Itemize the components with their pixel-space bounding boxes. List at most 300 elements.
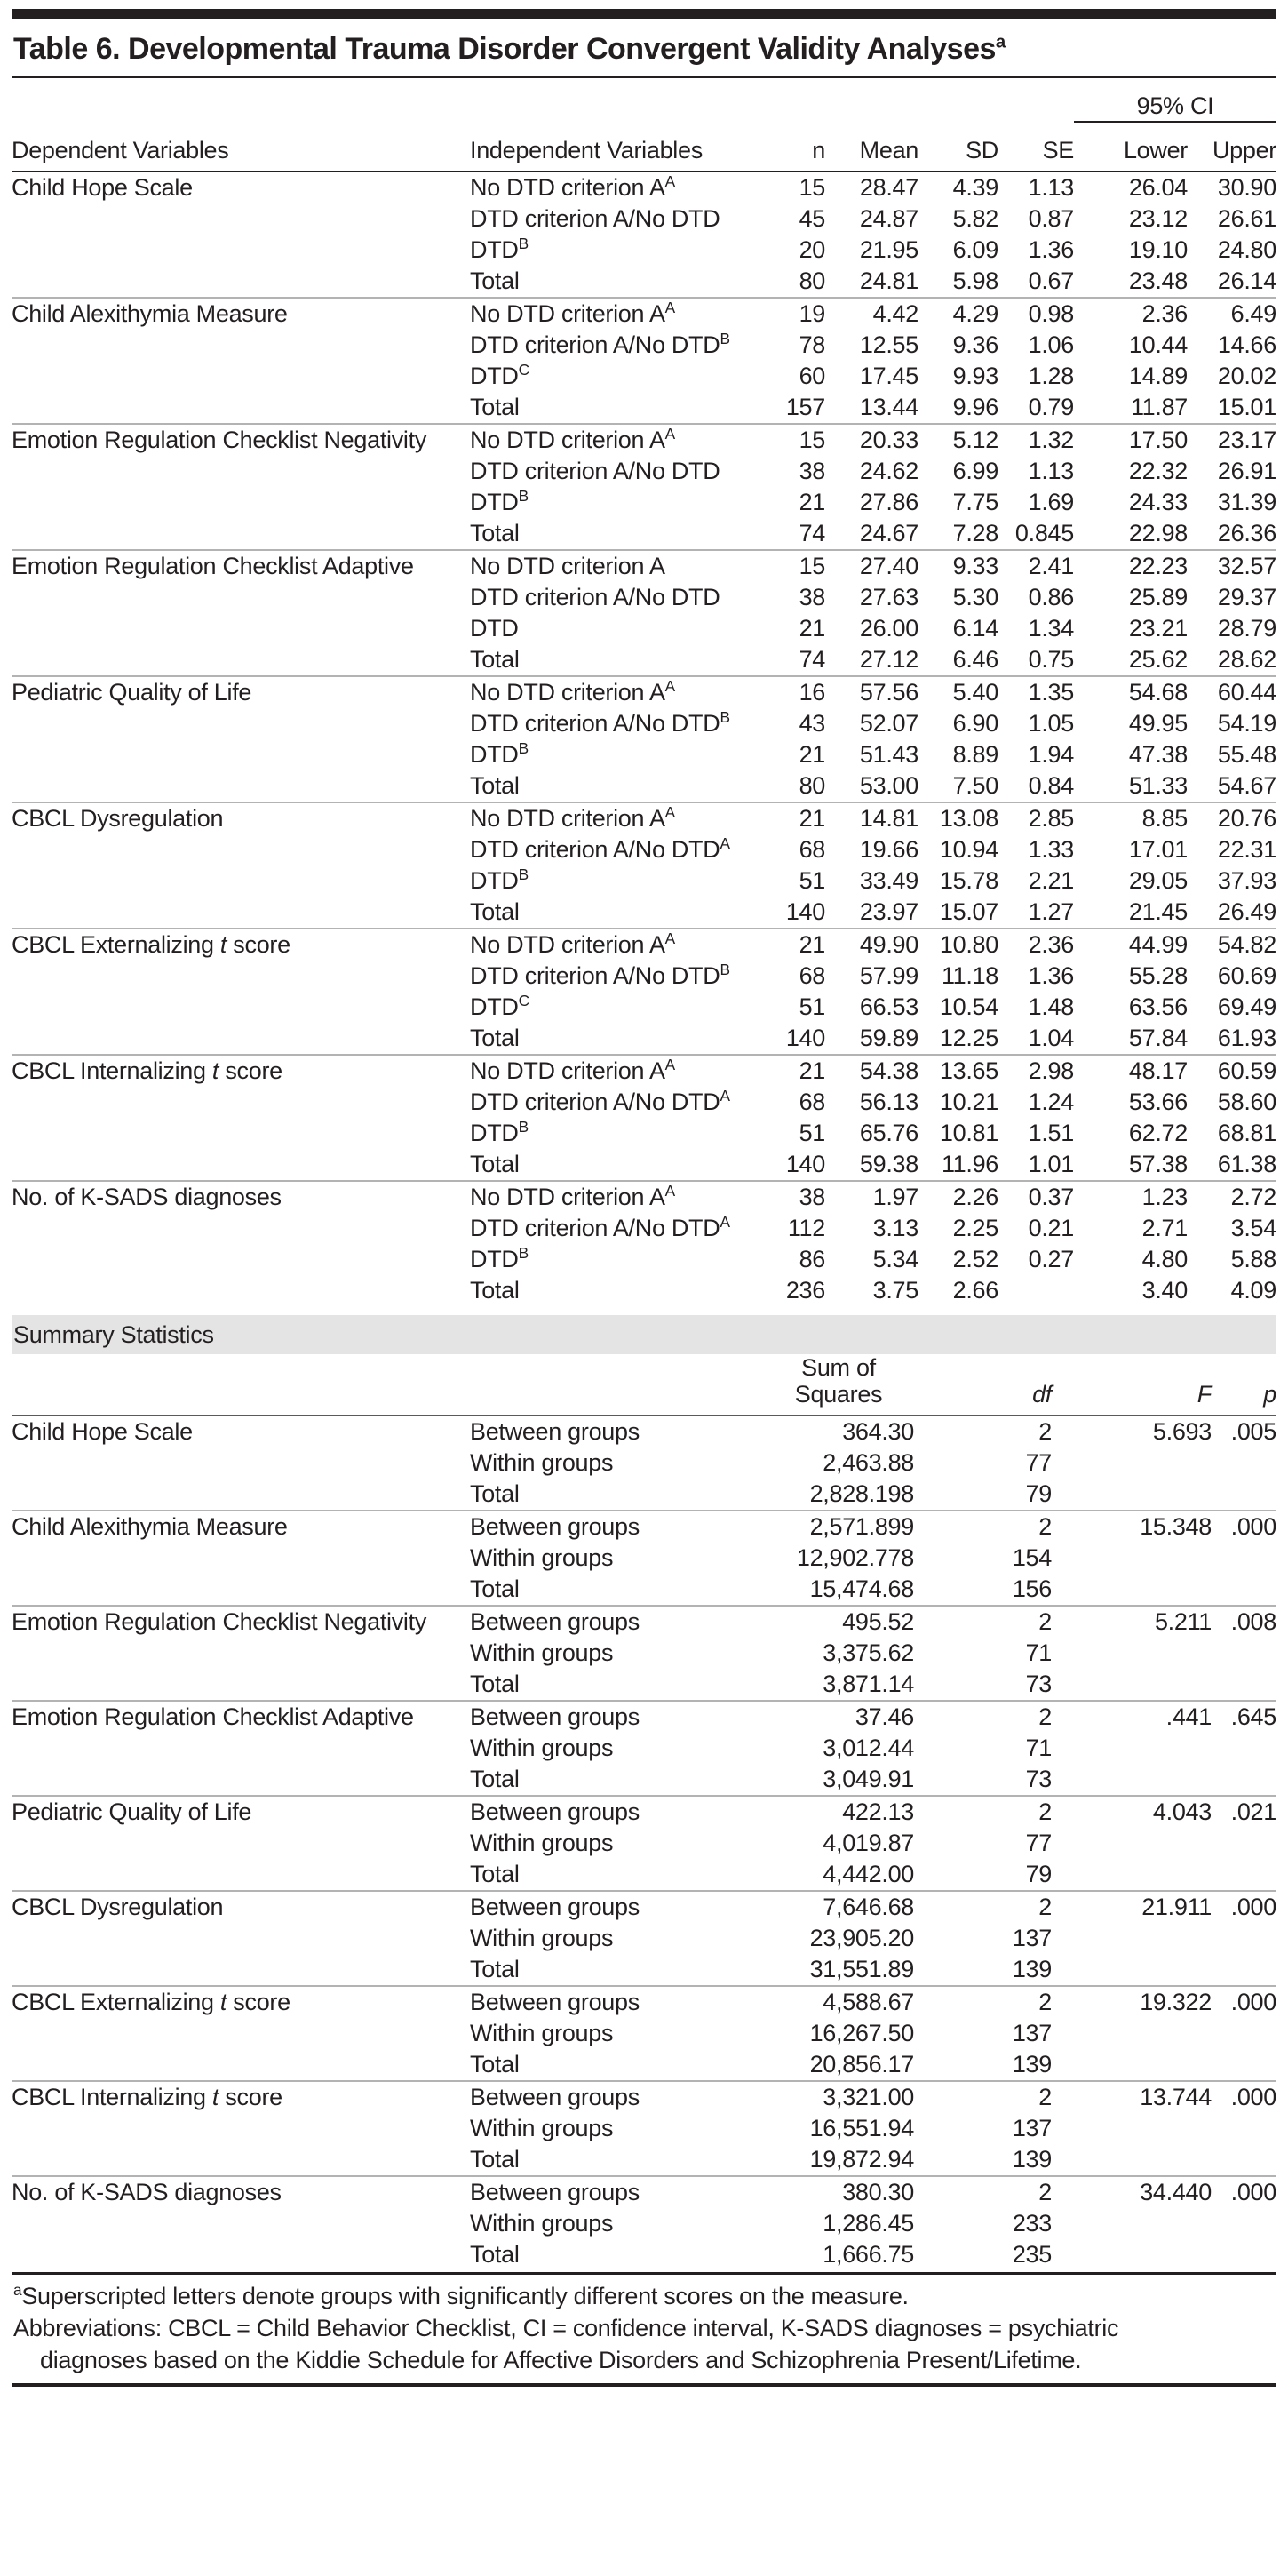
f-value-cell: .441 [1052, 1701, 1212, 1733]
footnote-a: $^a$Superscripted letters denote groups with significantly different scores on the measure. [13, 2281, 909, 2309]
sum-of-squares-cell: 12,902.778 [796, 1544, 914, 1571]
variance-source-cell: Total [470, 2051, 520, 2078]
dependent-variable-cell [12, 171, 470, 298]
df-cell: 139 [1012, 1956, 1052, 1982]
ci-lower-cell: 3.40 [1141, 1277, 1188, 1304]
mean-cell: 57.56 [825, 676, 918, 708]
variance-source-cell: Total [470, 1861, 520, 1887]
col-header-sum-of-squares: Sum of Squares [763, 1354, 914, 1416]
dependent-variable-label: CBCL Dysregulation [12, 805, 224, 832]
ci-upper-cell: 6.49 [1188, 298, 1276, 330]
sum-of-squares-cell: 422.13 [763, 1796, 914, 1828]
anova-table-body [12, 171, 1276, 1306]
f-value-cell [1052, 2144, 1212, 2176]
p-value-cell: .645 [1212, 1701, 1276, 1733]
dependent-variable-cell [12, 1701, 470, 1796]
df-cell: 2 [914, 1986, 1052, 2018]
ci-lower-cell: 10.44 [1128, 331, 1188, 358]
df-cell: 2 [914, 2176, 1052, 2208]
se-cell: 1.13 [1028, 174, 1074, 201]
variance-source-cell: Within groups [470, 1639, 614, 1666]
p-value-cell [1212, 2049, 1276, 2081]
mean-cell: 24.62 [859, 458, 918, 484]
df-cell: 137 [1012, 1925, 1052, 1951]
df-cell: 2 [914, 1701, 1052, 1733]
f-value-cell [1052, 1764, 1212, 1796]
variance-source-cell: Within groups [470, 1544, 614, 1571]
p-value-cell: .000 [1212, 2081, 1276, 2113]
se-cell: 1.36 [1028, 962, 1074, 989]
mean-cell: 1.97 [825, 1181, 918, 1213]
ci-upper-cell: 14.66 [1217, 331, 1276, 358]
p-value-cell: .008 [1212, 1606, 1276, 1638]
mean-cell: 5.34 [872, 1246, 918, 1272]
mean-cell: 24.81 [859, 267, 918, 294]
col-header-mean: Mean [825, 122, 918, 171]
ci-lower-cell: 48.17 [1074, 1055, 1188, 1087]
dependent-variable-label: Emotion Regulation Checklist Negativity [12, 1608, 427, 1635]
df-cell: 139 [1012, 2146, 1052, 2173]
df-cell: 235 [1012, 2241, 1052, 2268]
independent-variable-cell: DTD criterion A/No $DTD^B$ [470, 708, 730, 737]
variance-source-cell: Within groups [470, 1925, 614, 1951]
n-cell: 15 [763, 550, 825, 582]
mean-cell: 3.75 [872, 1277, 918, 1304]
sum-of-squares-cell: 15,474.68 [809, 1575, 914, 1602]
ci-lower-cell: 47.38 [1128, 741, 1188, 768]
sum-of-squares-cell: 4,588.67 [763, 1986, 914, 2018]
mean-cell: 24.87 [859, 205, 918, 232]
se-cell: 1.24 [1028, 1089, 1074, 1115]
dependent-variable-label: Emotion Regulation Checklist Adaptive [12, 553, 414, 579]
df-cell: 137 [1012, 2020, 1052, 2046]
f-value-cell [1052, 2049, 1212, 2081]
ci-upper-cell: 54.19 [1217, 710, 1276, 737]
mean-cell: 51.43 [859, 741, 918, 768]
ci-upper-cell: 24.80 [1217, 236, 1276, 263]
variance-source-cell: Total [470, 1575, 520, 1602]
f-value-cell [1052, 2208, 1212, 2239]
n-cell: 51 [799, 993, 825, 1020]
mean-cell: 23.97 [859, 898, 918, 925]
ci-lower-cell: 26.04 [1128, 174, 1188, 201]
dependent-variable-cell [12, 1511, 470, 1606]
anova-row [12, 298, 1276, 330]
sum-of-squares-cell: 364.30 [842, 1418, 914, 1445]
column-header-row [12, 122, 1276, 171]
se-cell: 1.34 [1028, 615, 1074, 642]
sd-cell: 10.80 [918, 929, 998, 961]
ci-upper-cell: 60.59 [1188, 1055, 1276, 1087]
sum-of-squares-cell: 1,666.75 [823, 2241, 914, 2268]
sd-cell: 10.54 [939, 993, 998, 1020]
df-cell: 139 [1012, 2051, 1052, 2078]
n-cell: 21 [763, 1055, 825, 1087]
sum-of-squares-cell: 23,905.20 [809, 1925, 914, 1951]
n-cell: 51 [799, 1120, 825, 1146]
se-cell: 1.35 [998, 676, 1074, 708]
p-value-cell [1212, 1669, 1276, 1701]
independent-variable-cell: DTD criterion A/No $DTD^A$ [470, 1213, 730, 1241]
se-cell: 0.67 [1028, 267, 1074, 294]
variance-source-cell: Within groups [470, 1449, 614, 1476]
ci-lower-cell: 23.12 [1128, 205, 1188, 232]
independent-variable-cell: No DTD criterion $A^A$ [470, 298, 763, 330]
se-cell: 1.27 [1028, 898, 1074, 925]
sum-of-squares-cell: 19,872.94 [809, 2146, 914, 2173]
se-cell: 0.37 [998, 1181, 1074, 1213]
sd-cell: 2.25 [952, 1215, 998, 1241]
ci-upper-cell: 32.57 [1188, 550, 1276, 582]
df-cell: 233 [1012, 2210, 1052, 2237]
dependent-variable-label: No. of K-SADS diagnoses [12, 1184, 282, 1210]
p-value-cell [1212, 2208, 1276, 2239]
sd-cell: 2.66 [952, 1277, 998, 1304]
f-value-cell: 15.348 [1052, 1511, 1212, 1543]
f-value-cell: 4.043 [1052, 1796, 1212, 1828]
col-header-independent: Independent Variables [470, 122, 763, 171]
summary-row [12, 1701, 1276, 1733]
sd-cell: 13.08 [918, 802, 998, 834]
sum-of-squares-cell: 2,463.88 [823, 1449, 914, 1476]
mean-cell: 54.38 [825, 1055, 918, 1087]
independent-variable-cell: DTD criterion A/No DTD [470, 205, 720, 232]
ci-lower-cell: 22.32 [1128, 458, 1188, 484]
n-cell: 15 [799, 174, 825, 201]
f-value-cell [1052, 1448, 1212, 1479]
df-cell: 79 [1025, 1480, 1052, 1507]
ci-lower-cell: 23.48 [1128, 267, 1188, 294]
sum-of-squares-cell: 1,286.45 [823, 2210, 914, 2237]
df-cell: 156 [1012, 1575, 1052, 1602]
sd-cell: 8.89 [952, 741, 998, 768]
ci-upper-cell: 20.76 [1188, 802, 1276, 834]
n-cell: 21 [799, 615, 825, 642]
footnotes [12, 2275, 1276, 2383]
ci-upper-cell: 26.36 [1217, 520, 1276, 546]
anova-row [12, 802, 1276, 834]
ci-lower-cell: 2.71 [1141, 1215, 1188, 1241]
n-cell: 80 [799, 772, 825, 799]
sum-of-squares-cell: 4,019.87 [823, 1830, 914, 1856]
variance-source-cell: Within groups [470, 1735, 614, 1761]
mean-cell: 24.67 [859, 520, 918, 546]
ci-lower-cell: 54.68 [1074, 676, 1188, 708]
dependent-variable-label: CBCL Internalizing t score [12, 2084, 282, 2110]
se-cell: 1.94 [1028, 741, 1074, 768]
sd-cell: 7.28 [952, 520, 998, 546]
bottom-rule [12, 2383, 1276, 2387]
ci-lower-cell: 1.23 [1074, 1181, 1188, 1213]
sd-cell: 6.09 [952, 236, 998, 263]
se-cell: 2.21 [1028, 867, 1074, 894]
sum-of-squares-cell: 3,321.00 [763, 2081, 914, 2113]
ci-lower-cell: 25.62 [1128, 646, 1188, 673]
ci-lower-cell: 55.28 [1128, 962, 1188, 989]
summary-header-row [12, 1354, 1276, 1416]
p-value-cell [1212, 2018, 1276, 2049]
sum-of-squares-cell: 2,571.899 [763, 1511, 914, 1543]
ci-lower-cell: 11.87 [1130, 394, 1188, 420]
independent-variable-cell: DTD criterion A/No DTD [470, 458, 720, 484]
f-value-cell: 13.744 [1052, 2081, 1212, 2113]
p-value-cell [1212, 1923, 1276, 1954]
independent-variable-cell: $DTD^B$ [470, 235, 529, 263]
col-header-se: SE [998, 122, 1074, 171]
mean-cell: 59.89 [859, 1025, 918, 1051]
n-cell: 38 [799, 584, 825, 610]
ci-upper-cell: 26.14 [1217, 267, 1276, 294]
variance-source-cell: Total [470, 1766, 520, 1792]
df-cell: 77 [1025, 1449, 1052, 1476]
mean-cell: 52.07 [859, 710, 918, 737]
mean-cell: 56.13 [859, 1089, 918, 1115]
mean-cell: 21.95 [859, 236, 918, 263]
independent-variable-cell: DTD criterion A/No $DTD^A$ [470, 834, 730, 863]
dependent-variable-label: CBCL Externalizing t score [12, 1989, 290, 2015]
sd-cell: 11.18 [941, 962, 998, 989]
mean-cell: 27.63 [859, 584, 918, 610]
p-value-cell: .000 [1212, 1511, 1276, 1543]
anova-row [12, 171, 1276, 203]
se-cell: 0.845 [1014, 520, 1074, 546]
f-value-cell: 5.211 [1052, 1606, 1212, 1638]
ci-lower-cell: 53.66 [1128, 1089, 1188, 1115]
n-cell: 20 [799, 236, 825, 263]
summary-table-body [12, 1416, 1276, 2270]
footnote-abbreviations: Abbreviations: CBCL = Child Behavior Checklist, CI = confidence interval, K-SADS diagnoses = psychiatric diagnoses based on the Kiddie Schedule for Affective Disorders and Schizophrenia Present/Lifetime. [13, 2315, 1119, 2373]
se-cell: 1.69 [1028, 489, 1074, 515]
ci-header-row [12, 80, 1276, 122]
ci-upper-cell: 60.69 [1217, 962, 1276, 989]
ci-upper-cell: 26.49 [1217, 898, 1276, 925]
se-cell: 0.21 [1028, 1215, 1074, 1241]
p-value-cell: .000 [1212, 1891, 1276, 1923]
independent-variable-cell: Total [470, 772, 520, 799]
dependent-variable-label: No. of K-SADS diagnoses [12, 2179, 282, 2205]
summary-statistics-section-header: Summary Statistics [12, 1315, 1276, 1354]
sd-cell: 9.33 [918, 550, 998, 582]
independent-variable-cell: Total [470, 898, 520, 925]
ci-lower-cell: 22.98 [1128, 520, 1188, 546]
ci-upper-cell: 29.37 [1217, 584, 1276, 610]
se-cell: 1.04 [1028, 1025, 1074, 1051]
se-cell: 1.48 [1028, 993, 1074, 1020]
f-value-cell [1052, 1954, 1212, 1986]
dependent-variable-cell [12, 1891, 470, 1986]
df-cell: 71 [1025, 1639, 1052, 1666]
dependent-variable-label: Child Alexithymia Measure [12, 1513, 288, 1540]
independent-variable-cell: Total [470, 1151, 520, 1177]
sum-of-squares-cell: 3,049.91 [823, 1766, 914, 1792]
sd-cell: 7.75 [952, 489, 998, 515]
sd-cell: 9.36 [952, 331, 998, 358]
ci-upper-cell: 58.60 [1217, 1089, 1276, 1115]
variance-source-cell: Between groups [470, 1891, 763, 1923]
mean-cell: 66.53 [859, 993, 918, 1020]
n-cell: 112 [787, 1215, 825, 1241]
p-value-cell [1212, 1764, 1276, 1796]
f-value-cell: 34.440 [1052, 2176, 1212, 2208]
col-header-df: df [914, 1354, 1052, 1416]
p-value-cell [1212, 1574, 1276, 1606]
p-value-cell [1212, 1448, 1276, 1479]
dependent-variable-label: Child Hope Scale [12, 174, 193, 201]
sd-cell: 10.94 [939, 836, 998, 863]
dependent-variable-cell [12, 1986, 470, 2081]
mean-cell: 65.76 [859, 1120, 918, 1146]
n-cell: 140 [785, 898, 825, 925]
f-value-cell [1052, 1638, 1212, 1669]
ci-lower-cell: 24.33 [1128, 489, 1188, 515]
ci-upper-cell: 5.88 [1230, 1246, 1276, 1272]
f-value-cell: 21.911 [1052, 1891, 1212, 1923]
ci-upper-cell: 4.09 [1230, 1277, 1276, 1304]
sd-cell: 5.40 [918, 676, 998, 708]
sd-cell: 6.46 [952, 646, 998, 673]
col-header-p: p [1212, 1354, 1276, 1416]
n-cell: 157 [785, 394, 825, 420]
ci-upper-cell: 28.62 [1217, 646, 1276, 673]
df-cell: 2 [914, 2081, 1052, 2113]
dependent-variable-cell [12, 676, 470, 802]
sd-cell: 9.93 [952, 363, 998, 389]
sd-cell: 15.07 [939, 898, 998, 925]
f-value-cell [1052, 1574, 1212, 1606]
df-cell: 154 [1012, 1544, 1052, 1571]
n-cell: 74 [799, 520, 825, 546]
sd-cell: 10.21 [939, 1089, 998, 1115]
f-value-cell [1052, 2113, 1212, 2144]
sd-cell: 9.96 [952, 394, 998, 420]
se-cell: 0.75 [1028, 646, 1074, 673]
mean-cell: 49.90 [825, 929, 918, 961]
sd-cell: 10.81 [939, 1120, 998, 1146]
sum-of-squares-cell: 3,012.44 [823, 1735, 914, 1761]
independent-variable-cell: $DTD^B$ [470, 487, 529, 515]
summary-statistics-table [12, 1354, 1276, 2270]
anova-row [12, 929, 1276, 961]
se-cell: 2.85 [998, 802, 1074, 834]
independent-variable-cell: No DTD criterion A [470, 550, 763, 582]
df-cell: 2 [914, 1796, 1052, 1828]
sum-of-squares-cell: 4,442.00 [823, 1861, 914, 1887]
ci-lower-cell: 49.95 [1128, 710, 1188, 737]
ci-upper-cell: 3.54 [1230, 1215, 1276, 1241]
df-cell: 77 [1025, 1830, 1052, 1856]
ci-upper-cell: 60.44 [1188, 676, 1276, 708]
se-cell: 0.98 [998, 298, 1074, 330]
f-value-cell: 5.693 [1152, 1418, 1212, 1445]
p-value-cell: .005 [1230, 1418, 1276, 1445]
df-cell: 2 [1038, 1418, 1052, 1445]
mean-cell: 33.49 [859, 867, 918, 894]
sd-cell: 4.39 [952, 174, 998, 201]
ci-upper-cell: 61.38 [1217, 1151, 1276, 1177]
variance-source-cell: Within groups [470, 2115, 614, 2141]
independent-variable-cell: $DTD^B$ [470, 865, 529, 894]
variance-source-cell: Total [470, 2241, 520, 2268]
sd-cell: 5.82 [952, 205, 998, 232]
independent-variable-cell: No DTD criterion $A^A$ [470, 424, 763, 456]
independent-variable-cell: Total [470, 267, 520, 294]
dependent-variable-cell [12, 424, 470, 550]
n-cell: 15 [763, 424, 825, 456]
n-cell: 68 [799, 836, 825, 863]
summary-row [12, 1606, 1276, 1638]
n-cell: 21 [799, 489, 825, 515]
independent-variable-cell: $DTD^B$ [470, 1118, 529, 1146]
p-value-cell [1212, 1859, 1276, 1891]
df-cell: 2 [914, 1511, 1052, 1543]
ci-lower-cell: 2.36 [1074, 298, 1188, 330]
ci-lower-cell: 8.85 [1074, 802, 1188, 834]
summary-row [12, 1511, 1276, 1543]
dependent-variable-cell [12, 1606, 470, 1701]
sum-of-squares-cell: 16,267.50 [809, 2020, 914, 2046]
col-header-dependent: Dependent Variables [12, 122, 470, 171]
ci-upper-cell: 31.39 [1217, 489, 1276, 515]
sd-cell: 11.96 [941, 1151, 998, 1177]
ci-lower-cell: 29.05 [1128, 867, 1188, 894]
ci-upper-cell: 15.01 [1217, 394, 1276, 420]
ci-lower-cell: 22.23 [1074, 550, 1188, 582]
independent-variable-cell: Total [470, 1277, 520, 1304]
dependent-variable-cell [12, 1796, 470, 1891]
dependent-variable-label: CBCL Internalizing t score [12, 1057, 282, 1084]
mean-cell: 20.33 [825, 424, 918, 456]
n-cell: 21 [799, 741, 825, 768]
variance-source-cell: Within groups [470, 1830, 614, 1856]
df-cell: 73 [1025, 1766, 1052, 1792]
spacer-cell [12, 80, 1074, 122]
n-cell: 80 [799, 267, 825, 294]
independent-variable-cell: Total [470, 1025, 520, 1051]
sd-cell: 5.12 [918, 424, 998, 456]
independent-variable-cell: No DTD criterion $A^A$ [470, 1181, 763, 1213]
n-cell: 21 [763, 929, 825, 961]
df-cell: 137 [1012, 2115, 1052, 2141]
independent-variable-cell: DTD criterion A/No $DTD^B$ [470, 961, 730, 989]
sd-cell: 6.14 [952, 615, 998, 642]
n-cell: 43 [799, 710, 825, 737]
independent-variable-cell: DTD criterion A/No $DTD^A$ [470, 1087, 730, 1115]
ci-lower-cell: 51.33 [1128, 772, 1188, 799]
se-cell: 1.32 [998, 424, 1074, 456]
ci-upper-cell: 28.79 [1217, 615, 1276, 642]
summary-row [12, 2176, 1276, 2208]
variance-source-cell: Between groups [470, 1606, 763, 1638]
ci-lower-cell: 19.10 [1128, 236, 1188, 263]
ci-lower-cell: 14.89 [1128, 363, 1188, 389]
anova-row [12, 550, 1276, 582]
independent-variable-cell: DTD criterion A/No $DTD^B$ [470, 330, 730, 358]
dependent-variable-cell [12, 1416, 470, 1511]
variance-source-cell: Between groups [470, 1511, 763, 1543]
sum-of-squares-cell: 7,646.68 [763, 1891, 914, 1923]
ci-lower-cell: 17.01 [1128, 836, 1188, 863]
independent-variable-cell: $DTD^B$ [470, 1244, 529, 1272]
se-cell: 1.01 [1028, 1151, 1074, 1177]
se-cell: 2.41 [998, 550, 1074, 582]
p-value-cell [1212, 1828, 1276, 1859]
col-header-95ci: 95% CI [1074, 80, 1276, 122]
dependent-variable-cell [12, 2176, 470, 2270]
ci-upper-cell: 26.91 [1217, 458, 1276, 484]
df-cell: 2 [914, 1606, 1052, 1638]
variance-source-cell: Between groups [470, 1701, 763, 1733]
sd-cell: 2.52 [952, 1246, 998, 1272]
